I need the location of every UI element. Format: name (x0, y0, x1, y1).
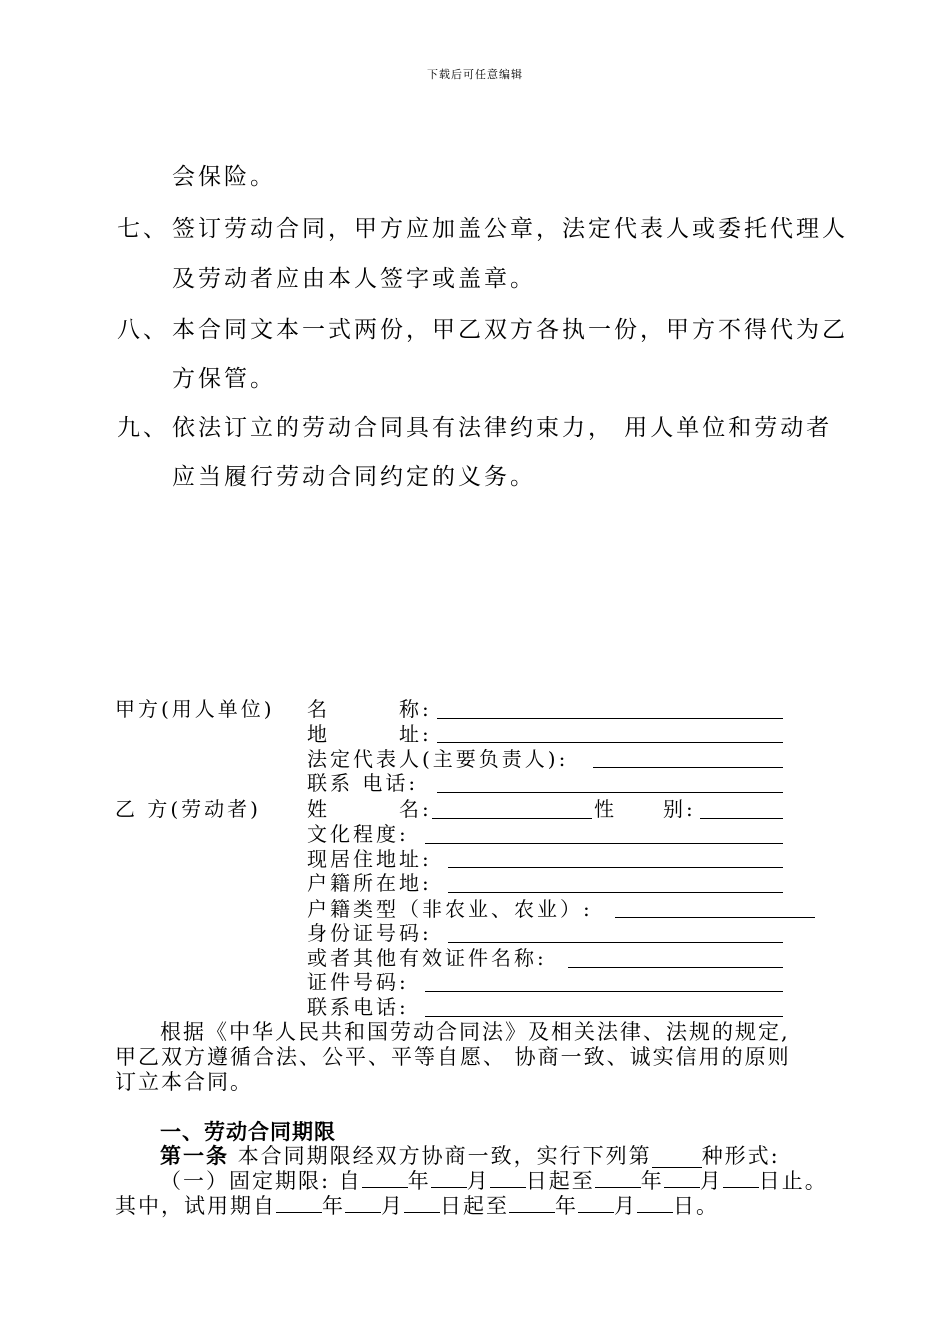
article-1-text-b: 种形式: (701, 1144, 780, 1168)
party-a-rep-field[interactable] (593, 767, 783, 768)
party-b-cert-no-field[interactable] (425, 991, 783, 992)
fixed-start-day-blank[interactable] (490, 1169, 526, 1188)
party-b-residence-field[interactable] (448, 867, 783, 868)
clause-number: 七、 (117, 216, 169, 242)
clause-line: 会保险。 (172, 164, 276, 190)
fixed-end-day-blank[interactable] (723, 1169, 759, 1188)
year-label: 年 (555, 1194, 578, 1218)
month-label: 月 (466, 1169, 490, 1193)
preamble-line-2: 甲乙双方遵循合法、公平、平等自愿、 协商一致、诚实信用的原则 (115, 1045, 791, 1069)
trial-period-label: 其中，试用期自 (115, 1194, 276, 1218)
party-b-phone-label: 联系电话: (307, 995, 409, 1019)
preamble-line-1: 根据《中华人民共和国劳动合同法》及相关法律、法规的规定, (160, 1020, 790, 1044)
party-b-hukou-field[interactable] (448, 892, 783, 893)
party-a-title: 甲方(用人单位) (115, 697, 275, 721)
clause-line: 及劳动者应由本人签字或盖章。 (172, 266, 536, 292)
party-b-other-id-field[interactable] (568, 967, 783, 968)
party-a-name-field[interactable] (437, 718, 783, 719)
party-b-education-field[interactable] (425, 843, 783, 844)
party-a-phone-field[interactable] (437, 792, 783, 793)
party-b-hukou-type-label: 户籍类型（非农业、农业）: (307, 897, 593, 921)
trial-start-day-blank[interactable] (404, 1194, 440, 1213)
fixed-start-year-blank[interactable] (362, 1169, 408, 1188)
party-b-education-label: 文化程度: (307, 822, 409, 846)
party-b-name-field[interactable] (432, 818, 592, 819)
party-b-name-label: 姓 名: (307, 797, 432, 821)
day-end-label: 日止。 (758, 1169, 828, 1193)
fixed-term-label: （一）固定期限: 自 (160, 1169, 362, 1193)
clause-line: 方保管。 (172, 366, 276, 392)
year-label: 年 (640, 1169, 664, 1193)
trial-end-day-blank[interactable] (637, 1194, 673, 1213)
clause-number: 九、 (117, 415, 169, 441)
page-header: 下载后可任意编辑 (427, 68, 523, 81)
party-a-address-field[interactable] (437, 742, 783, 743)
clause-number: 八、 (117, 317, 169, 343)
party-b-gender-label: 性 别: (594, 797, 696, 821)
party-b-hukou-type-field[interactable] (615, 917, 815, 918)
party-a-rep-label: 法定代表人(主要负责人): (307, 747, 569, 771)
clause-line: 签订劳动合同，甲方应加盖公章，法定代表人或委托代理人 (172, 216, 848, 242)
article-1-label: 第一条 (160, 1143, 229, 1168)
article-1-line (160, 1144, 780, 1168)
preamble-line-3: 订立本合同。 (115, 1070, 253, 1094)
trial-period-line (115, 1194, 719, 1218)
fixed-term-line (160, 1169, 828, 1193)
day-to-label: 日起至 (525, 1169, 595, 1193)
section-1-heading: 一、劳动合同期限 (160, 1119, 336, 1144)
fixed-end-year-blank[interactable] (595, 1169, 641, 1188)
clause-line: 应当履行劳动合同约定的义务。 (172, 464, 536, 490)
party-b-id-label: 身份证号码: (307, 921, 432, 945)
party-a-address-label: 地 址: (307, 722, 432, 746)
party-b-other-id-label: 或者其他有效证件名称: (307, 946, 547, 970)
party-b-phone-field[interactable] (425, 1016, 783, 1017)
trial-end-year-blank[interactable] (509, 1194, 555, 1213)
month-label: 月 (381, 1194, 404, 1218)
trial-start-month-blank[interactable] (345, 1194, 381, 1213)
article-1-form-blank[interactable] (652, 1149, 702, 1168)
party-a-name-label: 名 称: (307, 697, 432, 721)
year-label: 年 (407, 1169, 431, 1193)
day-to-label: 日起至 (440, 1194, 509, 1218)
month-label: 月 (699, 1169, 723, 1193)
party-b-title: 乙 方(劳动者) (115, 797, 261, 821)
party-b-residence-label: 现居住地址: (307, 847, 432, 871)
trial-start-year-blank[interactable] (276, 1194, 322, 1213)
day-end-label: 日。 (673, 1194, 719, 1218)
article-1-text-a: 本合同期限经双方协商一致，实行下列第 (237, 1144, 652, 1168)
fixed-start-month-blank[interactable] (431, 1169, 467, 1188)
party-b-hukou-label: 户籍所在地: (307, 871, 432, 895)
year-label: 年 (322, 1194, 345, 1218)
clause-line: 依法订立的劳动合同具有法律约束力， 用人单位和劳动者 (172, 415, 833, 441)
trial-end-month-blank[interactable] (578, 1194, 614, 1213)
party-b-id-field[interactable] (448, 942, 783, 943)
fixed-end-month-blank[interactable] (664, 1169, 700, 1188)
clause-line: 本合同文本一式两份，甲乙双方各执一份，甲方不得代为乙 (172, 317, 848, 343)
month-label: 月 (614, 1194, 637, 1218)
party-b-gender-field[interactable] (700, 818, 783, 819)
party-a-phone-label: 联系 电话: (307, 771, 419, 795)
party-b-cert-no-label: 证件号码: (307, 970, 409, 994)
